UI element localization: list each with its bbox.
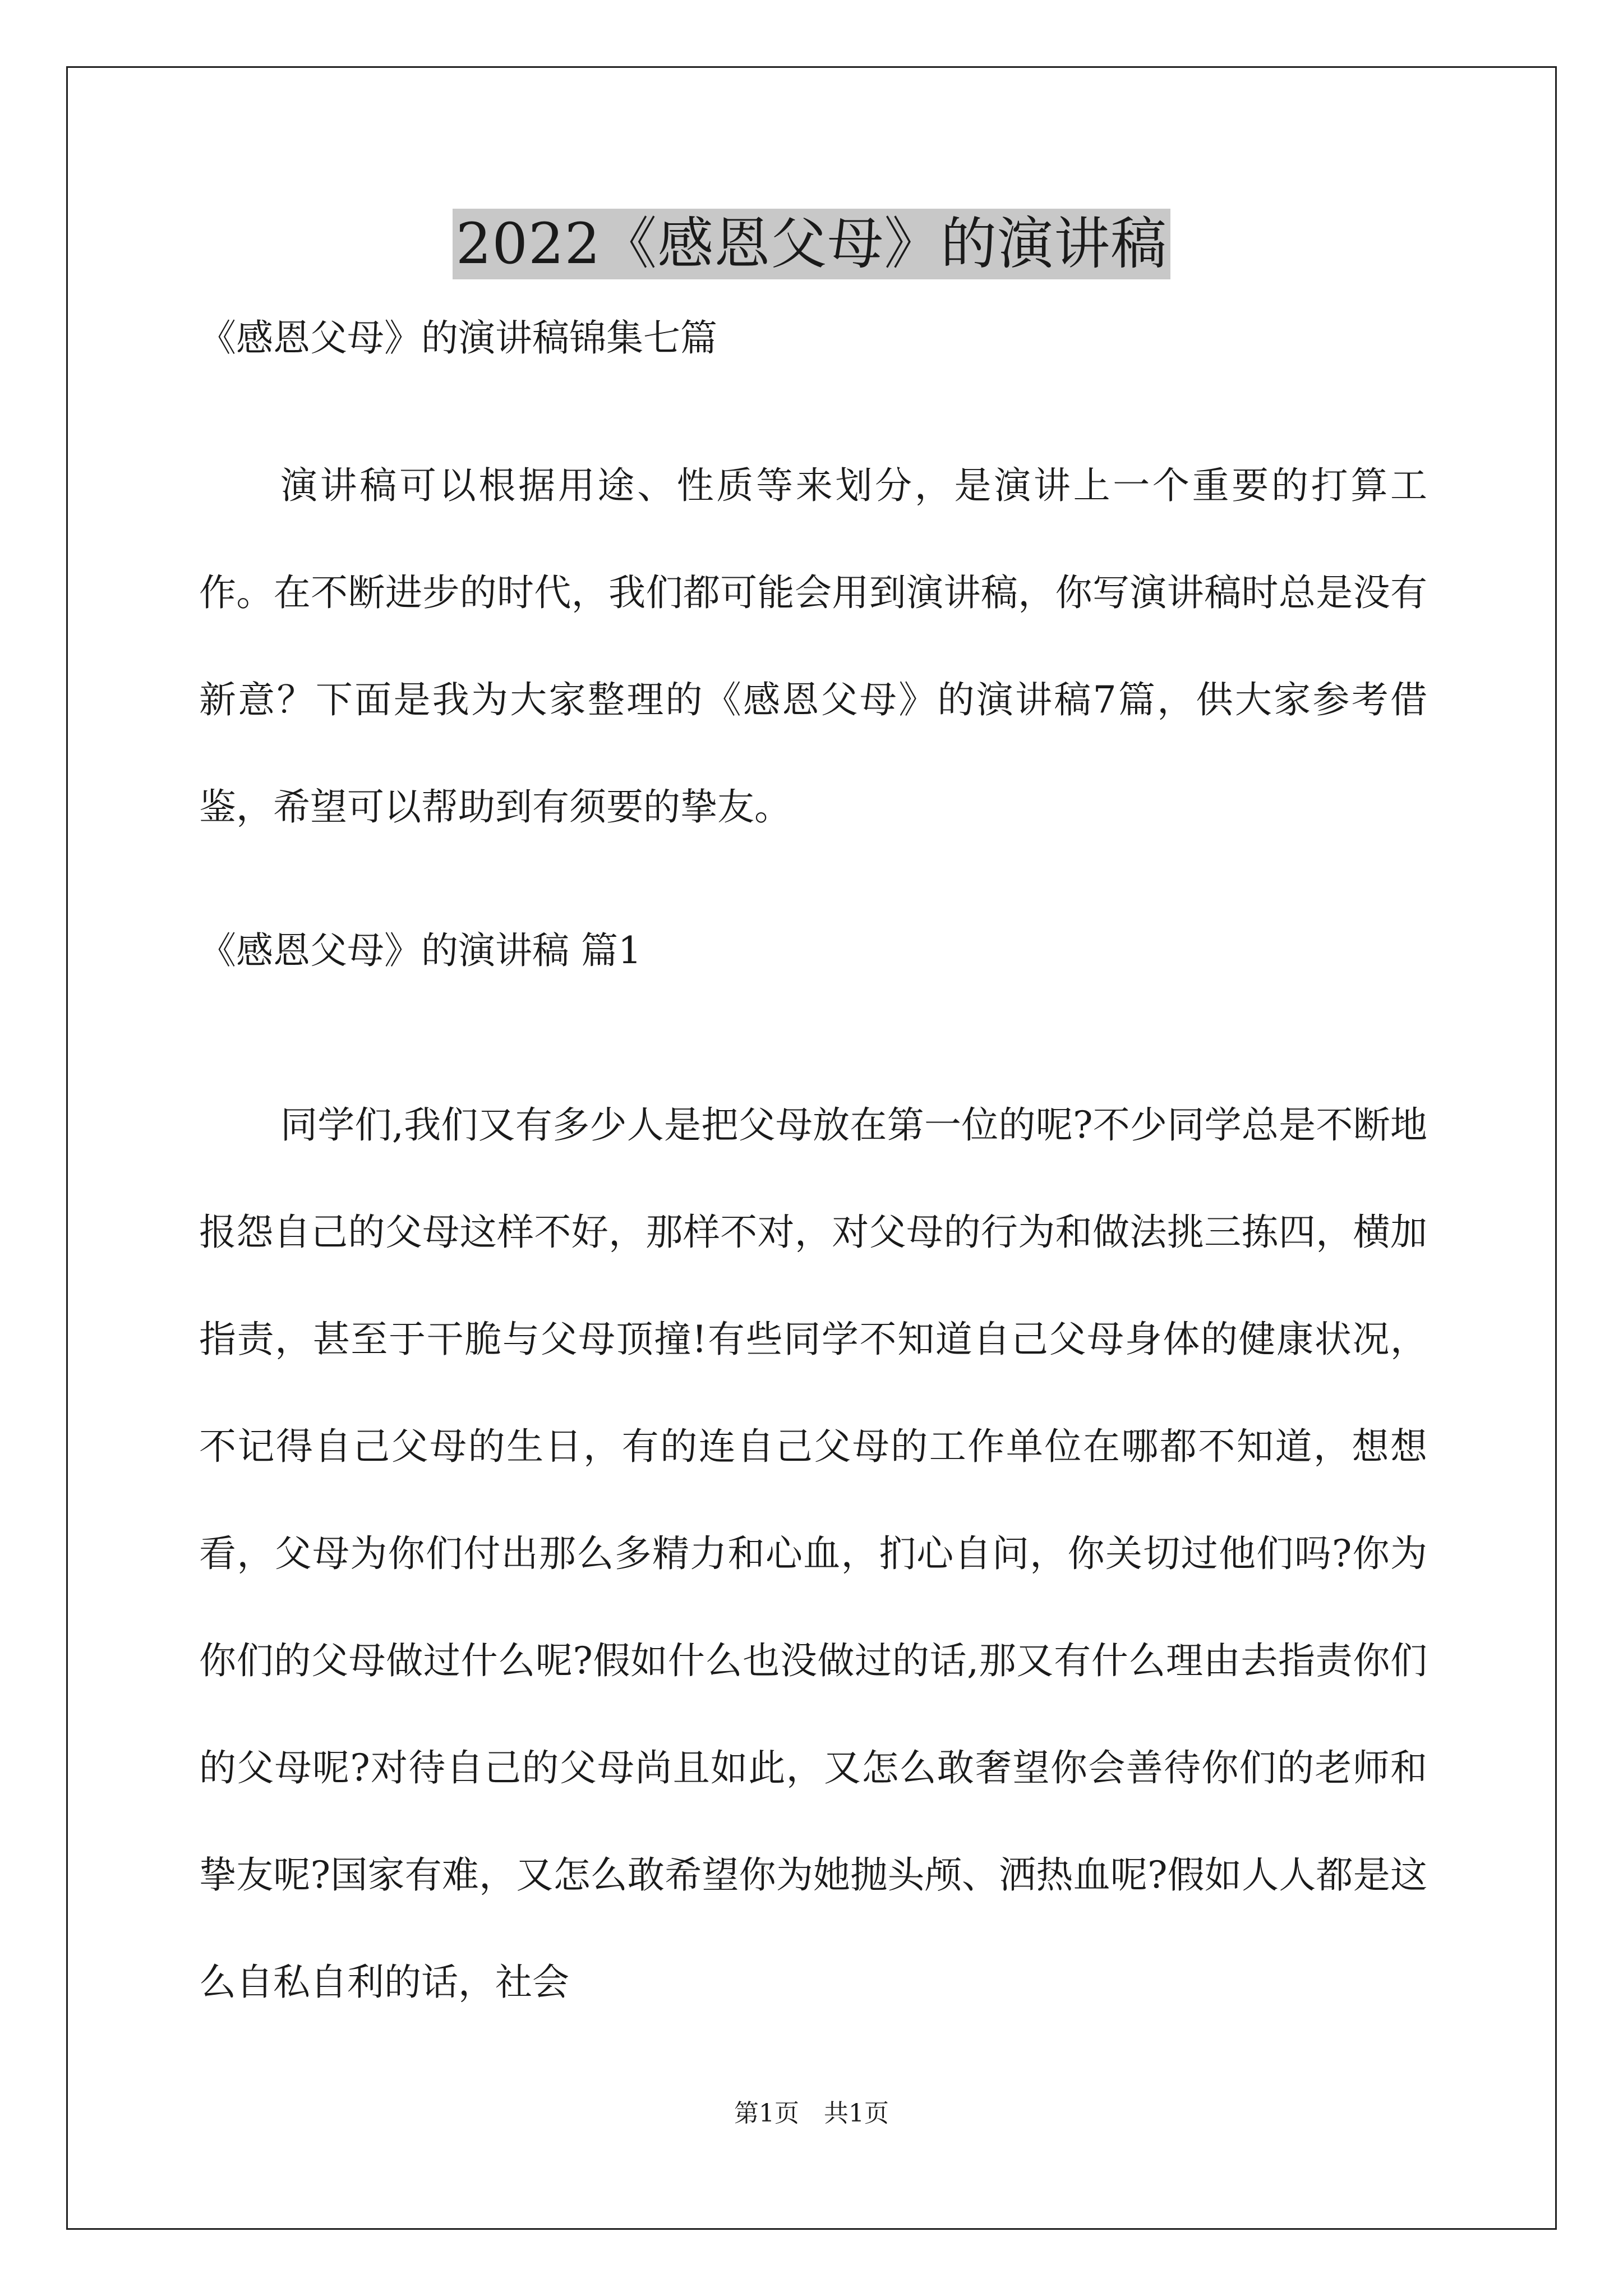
section-heading: 《感恩父母》的演讲稿 篇1 xyxy=(199,929,642,972)
title-container xyxy=(0,209,1623,279)
body-paragraph: 同学们,我们又有多少人是把父母放在第一位的呢?不少同学总是不断地报怨自己的父母这样不好，那样不对，对父母的行为和做法挑三拣四，横加指责，甚至于干脆与父母顶撞!有些同学不知道自己父母身体的健康状况，不记得自己父母的生日，有的连自己父母的工作单位在哪都不知道，想想看，父母为你们付出那么多精力和心血，扪心自问，你关切过他们吗?你为你们的父母做过什么呢?假如什么也没做过的话,那又有什么理由去指责你们的父母呢?对待自己的父母尚且如此，又怎么敢奢望你会善待你们的老师和挚友呢?国家有难，又怎么敢希望你为她抛头颅、洒热血呢?假如人人都是这么自私自利的话，社会 xyxy=(199,1103,1427,2004)
document-subtitle: 《感恩父母》的演讲稿锦集七篇 xyxy=(199,316,717,360)
intro-paragraph: 演讲稿可以根据用途、性质等来划分，是演讲上一个重要的打算工作。在不断进步的时代，我们都可能会用到演讲稿，你写演讲稿时总是没有新意？下面是我为大家整理的《感恩父母》的演讲稿7篇，供大家参考借鉴，希望可以帮助到有须要的挚友。 xyxy=(199,464,1427,829)
page-footer: 第1页 共1页 xyxy=(734,2099,889,2128)
document-title: 2022《感恩父母》的演讲稿 xyxy=(453,209,1171,279)
